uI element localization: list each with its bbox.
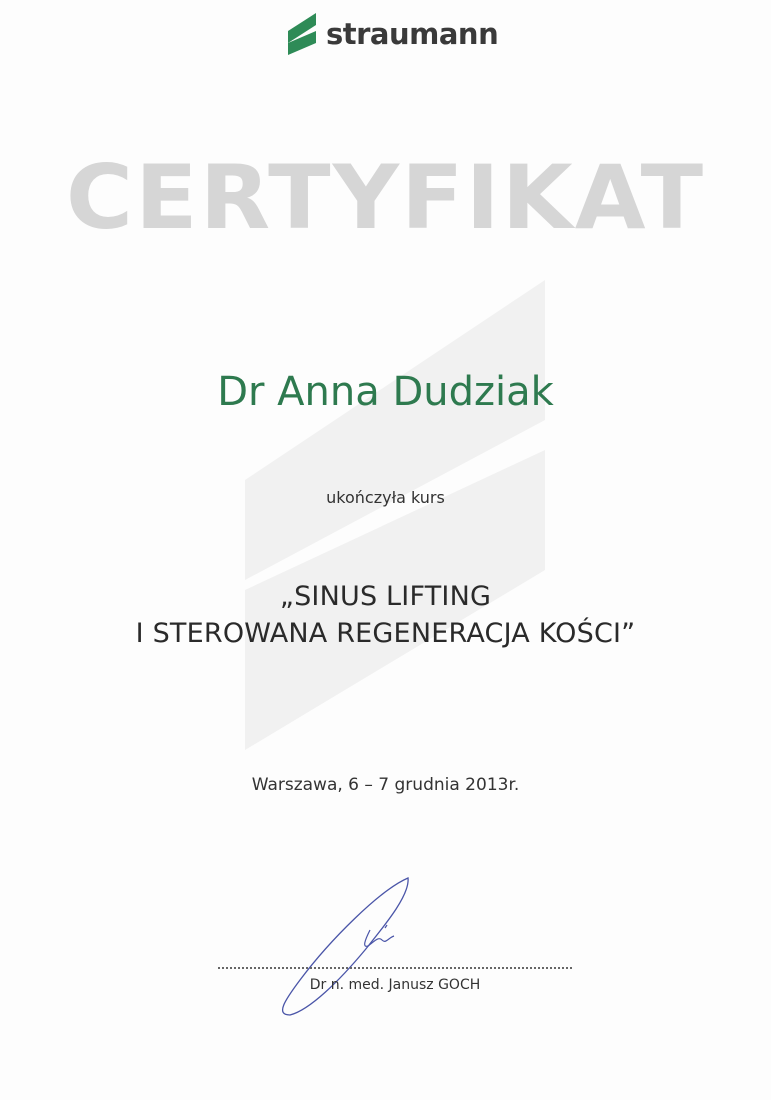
straumann-watermark-icon — [205, 280, 565, 760]
course-title — [0, 578, 771, 653]
place-and-date: Warszawa, 6 – 7 grudnia 2013r. — [251, 775, 520, 795]
straumann-logo-icon — [284, 11, 320, 57]
course-title-line-2: I STEROWANA REGENERACJA KOŚCI” — [135, 618, 636, 650]
certificate-title: CERTYFIKAT — [65, 146, 706, 249]
logo-wordmark: straumann — [326, 16, 499, 51]
signature-line — [218, 967, 572, 969]
completed-course-text: ukończyła kurs — [326, 488, 445, 507]
handwritten-signature — [270, 870, 430, 1020]
straumann-logo — [284, 8, 498, 60]
recipient-name: Dr Anna Dudziak — [217, 369, 554, 415]
signer-name: Dr n. med. Janusz GOCH — [309, 977, 481, 993]
course-title-line-1: „SINUS LIFTING — [279, 581, 492, 612]
